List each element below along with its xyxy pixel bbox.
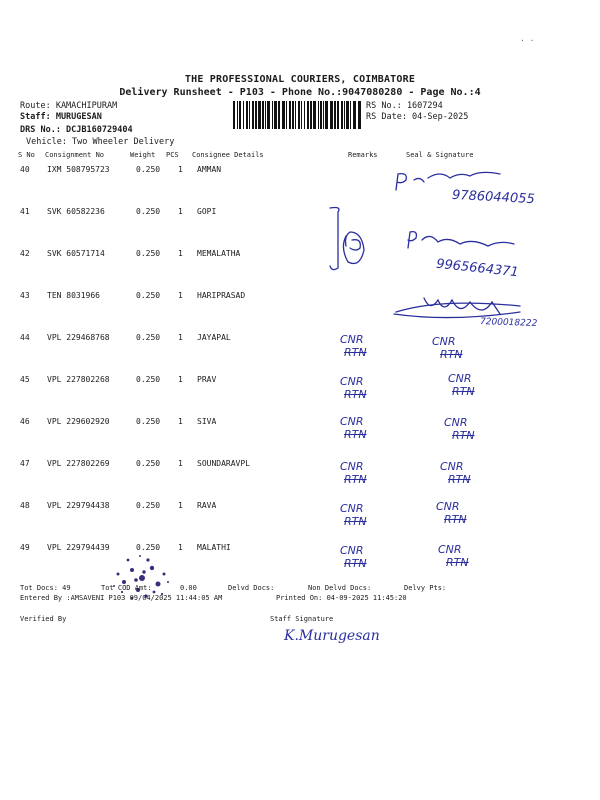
row43-phone-handwritten: 7200018222 xyxy=(479,317,538,329)
non-delivered-docs: Non Delvd Docs: xyxy=(308,584,372,592)
row-consignee: JAYAPAL xyxy=(197,333,231,342)
cnr-rtn-mark: CNR RTN xyxy=(340,502,367,528)
row-consignment: IXM 508795723 xyxy=(47,165,110,174)
drs-number: DRS No.: DCJB160729404 xyxy=(20,125,133,135)
row-pcs: 1 xyxy=(178,543,183,552)
printed-on: Printed On: 04-09-2025 11:45:20 xyxy=(276,594,407,602)
row-pcs: 1 xyxy=(178,291,183,300)
row-weight: 0.250 xyxy=(136,501,161,510)
row-weight: 0.250 xyxy=(136,417,161,426)
row-pcs: 1 xyxy=(178,375,183,384)
row-consignment: VPL 229794439 xyxy=(47,543,110,552)
row-pcs: 1 xyxy=(178,249,183,258)
company-title: THE PROFESSIONAL COURIERS, COIMBATORE xyxy=(184,74,416,85)
cnr-rtn-mark: CNR RTN xyxy=(436,500,467,526)
cnr-rtn-mark: CNR RTN xyxy=(340,460,367,486)
staff-label: Staff: MURUGESAN xyxy=(20,112,102,122)
row-consignment: VPL 227802268 xyxy=(47,375,110,384)
col-consignment: Consignment No xyxy=(45,151,105,159)
row-consignment: SVK 60571714 xyxy=(47,249,105,258)
corner-mark: · · xyxy=(520,36,535,45)
row-sno: 42 xyxy=(20,249,30,258)
row-consignee: RAVA xyxy=(197,501,217,510)
row-weight: 0.250 xyxy=(136,333,161,342)
row-pcs: 1 xyxy=(178,207,183,216)
row-pcs: 1 xyxy=(178,417,183,426)
row-weight: 0.250 xyxy=(136,459,161,468)
cnr-rtn-mark: CNR RTN xyxy=(432,335,463,361)
total-cod-label: Tot COD Amt: xyxy=(101,584,152,592)
cnr-rtn-mark: CNR RTN xyxy=(340,333,367,359)
total-docs: Tot Docs: 49 xyxy=(20,584,71,592)
row-weight: 0.250 xyxy=(136,249,161,258)
row-sno: 47 xyxy=(20,459,30,468)
col-remarks: Remarks xyxy=(348,151,378,159)
cnr-rtn-mark: CNR RTN xyxy=(438,543,469,569)
row-sno: 43 xyxy=(20,291,30,300)
row-sno: 41 xyxy=(20,207,30,216)
row40-phone-handwritten: 9786044055 xyxy=(451,187,536,208)
vehicle-label: Vehicle: Two Wheeler Delivery xyxy=(26,137,175,147)
row-consignee: MEMALATHA xyxy=(197,249,241,258)
row-pcs: 1 xyxy=(178,165,183,174)
row-consignment: VPL 229468768 xyxy=(47,333,110,342)
row-consignee: GOPI xyxy=(197,207,217,216)
row-consignment: TEN 8031966 xyxy=(47,291,100,300)
row-consignee: MALATHI xyxy=(197,543,231,552)
cnr-rtn-mark: CNR RTN xyxy=(340,544,367,570)
verified-by-label: Verified By xyxy=(20,615,67,623)
row-consignment: VPL 229602920 xyxy=(47,417,110,426)
row-weight: 0.250 xyxy=(136,165,161,174)
row-sno: 49 xyxy=(20,543,30,552)
row-consignee: PRAV xyxy=(197,375,217,384)
rs-date: RS Date: 04-Sep-2025 xyxy=(366,112,469,122)
col-sno: S No xyxy=(18,151,35,159)
row-sno: 48 xyxy=(20,501,30,510)
row-weight: 0.250 xyxy=(136,543,161,552)
cnr-rtn-mark: CNR RTN xyxy=(340,375,367,401)
row-weight: 0.250 xyxy=(136,291,161,300)
col-pcs: PCS xyxy=(166,151,179,159)
row-sno: 40 xyxy=(20,165,30,174)
rs-number: RS No.: 1607294 xyxy=(366,101,443,111)
cnr-rtn-mark: CNR RTN xyxy=(340,415,367,441)
route-label: Route: KAMACHIPURAM xyxy=(20,101,118,111)
col-seal-signature: Seal & Signature xyxy=(406,151,474,159)
row-weight: 0.250 xyxy=(136,207,161,216)
row-pcs: 1 xyxy=(178,333,183,342)
delivery-points: Delvy Pts: xyxy=(404,584,447,592)
row-pcs: 1 xyxy=(178,501,183,510)
row-consignee: HARIPRASAD xyxy=(197,291,246,300)
row-sno: 46 xyxy=(20,417,30,426)
runsheet-title: Delivery Runsheet - P103 - Phone No.:9047080280 - Page No.:4 xyxy=(119,87,481,98)
row-weight: 0.250 xyxy=(136,375,161,384)
row-consignment: VPL 229794438 xyxy=(47,501,110,510)
col-weight: Weight xyxy=(130,151,156,159)
row-consignee: AMMAN xyxy=(197,165,222,174)
entered-by: Entered By :AMSAVENI P103 09/04/2025 11:44:05 AM xyxy=(20,594,223,602)
row-consignment: SVK 60582236 xyxy=(47,207,105,216)
cnr-rtn-mark: CNR RTN xyxy=(440,460,471,486)
delivered-docs: Delvd Docs: xyxy=(228,584,275,592)
total-cod-value: 0.00 xyxy=(180,584,197,592)
col-consignee: Consignee Details xyxy=(192,151,264,159)
row-consignee: SIVA xyxy=(197,417,217,426)
staff-signature: K.Murugesan xyxy=(284,628,380,644)
row-consignment: VPL 227802269 xyxy=(47,459,110,468)
row-pcs: 1 xyxy=(178,459,183,468)
cnr-rtn-mark: CNR RTN xyxy=(444,416,475,442)
row-consignee: SOUNDARAVPL xyxy=(197,459,250,468)
row-sno: 45 xyxy=(20,375,30,384)
row-sno: 44 xyxy=(20,333,30,342)
cnr-rtn-mark: CNR RTN xyxy=(448,372,475,398)
row42-phone-handwritten: 9965664371 xyxy=(435,256,520,281)
staff-signature-label: Staff Signature xyxy=(270,615,334,623)
